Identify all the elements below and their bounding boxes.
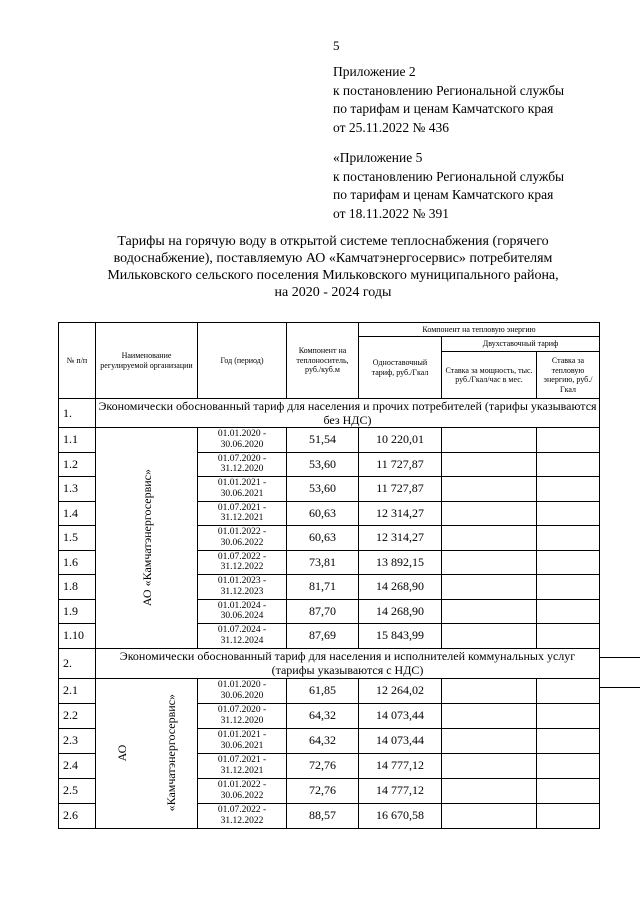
row-number: 1.9 [59, 599, 96, 624]
row-number: 2.3 [59, 728, 96, 753]
header-capacity-rate: Ставка за мощность, тыс. руб./Гкал/час в мес. [442, 352, 537, 399]
title-line: водоснабжение), поставляемую АО «Камчатэнергосервис» потребителям [113, 251, 553, 266]
capacity-rate-value [442, 550, 537, 575]
capacity-rate-value [442, 501, 537, 526]
capacity-rate-value [442, 703, 537, 728]
period-cell [198, 477, 287, 502]
period-end: 31.12.2021 [220, 765, 264, 776]
period-end: 30.06.2022 [220, 790, 264, 801]
period-end: 30.06.2020 [220, 439, 264, 450]
title-line: Мильковского сельского поселения Мильковского муниципального района, [107, 268, 559, 283]
period-cell [198, 703, 287, 728]
period-end: 31.12.2024 [220, 635, 264, 646]
single-rate-value: 14 073,44 [359, 728, 442, 753]
single-rate-value: 14 268,90 [359, 599, 442, 624]
carrier-value: 51,54 [287, 428, 359, 453]
row-number: 1.4 [59, 501, 96, 526]
header-component-carrier: Компонент на теплоноситель, руб./куб.м [287, 323, 359, 399]
capacity-rate-value [442, 624, 537, 649]
carrier-value: 72,76 [287, 778, 359, 803]
section-2-number: 2. [59, 648, 96, 678]
appendix-line: Приложение 2 [333, 64, 416, 79]
row-number: 2.4 [59, 753, 96, 778]
organization-prefix: АО [115, 744, 130, 762]
carrier-value: 64,32 [287, 728, 359, 753]
carrier-value: 60,63 [287, 501, 359, 526]
document-title [60, 233, 606, 301]
period-cell [198, 624, 287, 649]
carrier-value: 61,85 [287, 678, 359, 703]
energy-rate-value [537, 753, 600, 778]
appendix-line: по тарифам и ценам Камчатского края [333, 101, 554, 116]
energy-rate-value [537, 728, 600, 753]
single-rate-value: 14 777,12 [359, 778, 442, 803]
period-start: 01.07.2022 - [217, 805, 267, 815]
appendix-line: «Приложение 5 [333, 150, 423, 165]
period-start: 01.01.2022 - [217, 527, 267, 538]
period-start: 01.07.2020 - [217, 705, 267, 715]
appendix-current [333, 63, 564, 137]
period-start: 01.01.2021 - [217, 478, 267, 489]
tariff-table [58, 322, 600, 829]
capacity-rate-value [442, 477, 537, 502]
capacity-rate-value [442, 803, 537, 828]
carrier-value: 64,32 [287, 703, 359, 728]
organization-name: «Камчатэнергосервис» [163, 694, 178, 812]
row-number: 1.5 [59, 526, 96, 551]
period-cell [198, 428, 287, 453]
table-row [59, 428, 600, 453]
header-num: № п/п [59, 323, 96, 399]
row-number: 1.10 [59, 624, 96, 649]
page-number: 5 [333, 38, 340, 53]
period-cell [198, 599, 287, 624]
row-number: 1.1 [59, 428, 96, 453]
period-start: 01.07.2021 - [217, 755, 267, 765]
carrier-value: 88,57 [287, 803, 359, 828]
energy-rate-value [537, 624, 600, 649]
energy-rate-value [537, 575, 600, 600]
section-1-number: 1. [59, 399, 96, 428]
period-cell [198, 550, 287, 575]
row-number: 1.6 [59, 550, 96, 575]
period-end: 31.12.2022 [220, 815, 264, 826]
energy-rate-value [537, 477, 600, 502]
capacity-rate-value [442, 575, 537, 600]
period-end: 31.12.2020 [220, 715, 264, 726]
capacity-rate-value [442, 526, 537, 551]
appendix-line: по тарифам и ценам Камчатского края [333, 187, 554, 202]
row-number: 2.5 [59, 778, 96, 803]
energy-rate-value [537, 703, 600, 728]
section-2-border-extension [600, 657, 640, 658]
single-rate-value: 10 220,01 [359, 428, 442, 453]
period-start: 01.01.2024 - [217, 600, 267, 611]
period-end: 30.06.2021 [220, 488, 264, 499]
period-cell [198, 452, 287, 477]
single-rate-value: 11 727,87 [359, 452, 442, 477]
energy-rate-value [537, 599, 600, 624]
capacity-rate-value [442, 753, 537, 778]
carrier-value: 60,63 [287, 526, 359, 551]
appendix-line: к постановлению Региональной службы [333, 82, 565, 98]
header-two-rate: Двухставочный тариф [442, 337, 600, 352]
period-cell [198, 678, 287, 703]
period-start: 01.01.2022 - [217, 780, 267, 790]
row-number: 1.8 [59, 575, 96, 600]
capacity-rate-value [442, 728, 537, 753]
energy-rate-value [537, 452, 600, 477]
period-start: 01.01.2020 - [217, 680, 267, 690]
row-number: 2.2 [59, 703, 96, 728]
single-rate-value: 13 892,15 [359, 550, 442, 575]
energy-rate-value [537, 803, 600, 828]
period-cell [198, 728, 287, 753]
single-rate-value: 16 670,58 [359, 803, 442, 828]
carrier-value: 81,71 [287, 575, 359, 600]
period-end: 30.06.2024 [220, 611, 264, 622]
row-number: 1.3 [59, 477, 96, 502]
period-cell [198, 575, 287, 600]
organization-name: АО «Камчатэнергосервис» [139, 469, 154, 607]
header-org: Наименование регулируемой организации [96, 323, 198, 399]
energy-rate-value [537, 428, 600, 453]
single-rate-value: 14 073,44 [359, 703, 442, 728]
period-end: 31.12.2021 [220, 513, 264, 524]
capacity-rate-value [442, 452, 537, 477]
header-component-energy: Компонент на тепловую энергию [359, 323, 600, 337]
carrier-value: 87,70 [287, 599, 359, 624]
period-start: 01.01.2023 - [217, 576, 267, 587]
capacity-rate-value [442, 428, 537, 453]
row-number: 2.1 [59, 678, 96, 703]
period-end: 31.12.2022 [220, 562, 264, 573]
appendix-previous [333, 149, 564, 223]
row-number: 1.2 [59, 452, 96, 477]
carrier-value: 53,60 [287, 477, 359, 502]
period-cell [198, 501, 287, 526]
row-number: 2.6 [59, 803, 96, 828]
energy-rate-value [537, 501, 600, 526]
period-end: 30.06.2022 [220, 537, 264, 548]
period-start: 01.01.2020 - [217, 429, 267, 440]
period-cell [198, 778, 287, 803]
capacity-rate-value [442, 678, 537, 703]
energy-rate-value [537, 550, 600, 575]
carrier-value: 73,81 [287, 550, 359, 575]
table-row [59, 678, 600, 703]
period-end: 31.12.2023 [220, 586, 264, 597]
period-end: 30.06.2020 [220, 690, 264, 701]
section-2-title: Экономически обоснованный тариф для населения и исполнителей коммунальных услуг (тарифы указываются с НДС) [96, 648, 600, 678]
appendix-line: от 18.11.2022 № 391 [333, 205, 449, 221]
single-rate-value: 12 314,27 [359, 526, 442, 551]
single-rate-value: 12 314,27 [359, 501, 442, 526]
appendix-line: от 25.11.2022 № 436 [333, 119, 449, 135]
single-rate-value: 15 843,99 [359, 624, 442, 649]
energy-rate-value [537, 678, 600, 703]
capacity-rate-value [442, 599, 537, 624]
period-cell [198, 526, 287, 551]
single-rate-value: 14 268,90 [359, 575, 442, 600]
single-rate-value: 11 727,87 [359, 477, 442, 502]
carrier-value: 53,60 [287, 452, 359, 477]
period-start: 01.07.2021 - [217, 502, 267, 513]
period-end: 31.12.2020 [220, 464, 264, 475]
header-energy-rate: Ставка за тепловую энергию, руб./Гкал [537, 352, 600, 399]
period-cell [198, 753, 287, 778]
organization-cell [96, 428, 198, 649]
period-cell [198, 803, 287, 828]
period-start: 01.01.2021 - [217, 730, 267, 740]
period-start: 01.07.2020 - [217, 453, 267, 464]
energy-rate-value [537, 778, 600, 803]
section-1-title: Экономически обоснованный тариф для населения и прочих потребителей (тарифы указываются без НДС) [96, 399, 600, 428]
header-period: Год (период) [198, 323, 287, 399]
carrier-value: 72,76 [287, 753, 359, 778]
appendix-line: к постановлению Региональной службы [333, 168, 565, 184]
carrier-value: 87,69 [287, 624, 359, 649]
energy-rate-value [537, 526, 600, 551]
title-line: Тарифы на горячую воду в открытой системе теплоснабжения (горячего [117, 234, 549, 249]
single-rate-value: 14 777,12 [359, 753, 442, 778]
header-single-rate: Одноставочный тариф, руб./Гкал [359, 337, 442, 399]
period-end: 30.06.2021 [220, 740, 264, 751]
organization-cell [96, 678, 198, 828]
period-start: 01.07.2022 - [217, 551, 267, 562]
title-line: на 2020 - 2024 годы [274, 285, 392, 300]
period-start: 01.07.2024 - [217, 625, 267, 636]
section-2-border-extension [600, 687, 640, 688]
single-rate-value: 12 264,02 [359, 678, 442, 703]
capacity-rate-value [442, 778, 537, 803]
